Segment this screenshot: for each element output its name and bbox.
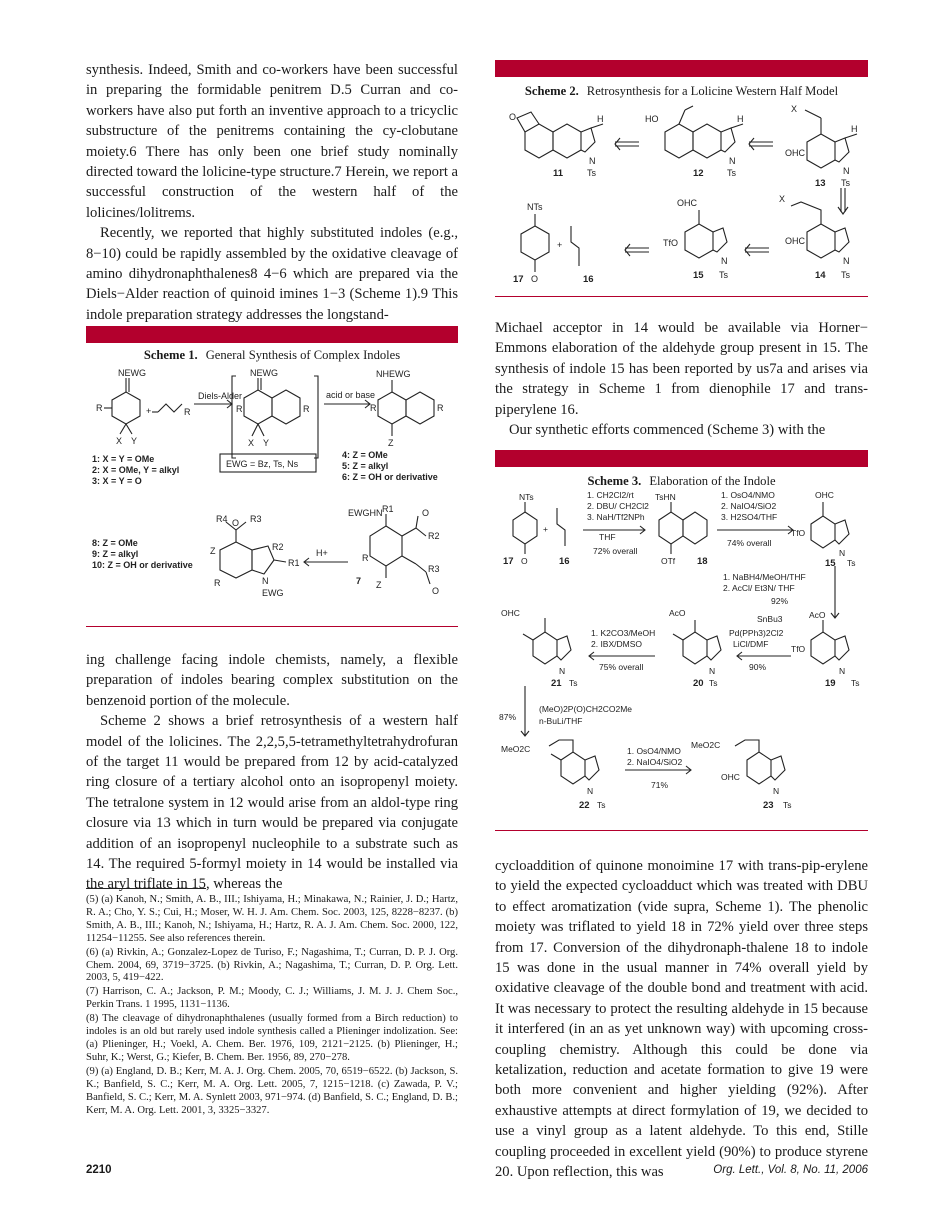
reagent-line: 2. NaIO4/SiO2 — [627, 757, 683, 767]
atom-label: TfO — [791, 644, 806, 654]
atom-label: R2 — [272, 542, 284, 552]
atom-label: Ts — [727, 168, 736, 178]
scheme1-caption — [86, 348, 458, 363]
footnote-rule — [86, 888, 206, 889]
compound-list-item: 6: Z = OH or derivative — [342, 472, 438, 482]
atom-label: Ts — [851, 678, 860, 688]
paragraph: synthesis. Indeed, Smith and co-workers have been successful in preparing the formidable penitrem D.5 Curran and co-workers have also put forth an inventive approach to a tricyclic substructure of the penitrems containing the cy-clobutane moiety.6 There has only been one brief study nominally directed toward the lolicine-type structure.7 Herein, we report a successful construction of the western half of the lolicines/lolitrems. — [86, 62, 458, 221]
journal-citation: Org. Lett., Vol. 8, No. 11, 2006 — [713, 1164, 868, 1176]
atom-label: OHC — [785, 236, 805, 246]
atom-label: R — [303, 404, 310, 414]
atom-label: N — [262, 576, 269, 586]
atom-label: R3 — [250, 514, 262, 524]
scheme3-title: Elaboration of the Indole — [649, 474, 776, 488]
compound-list-item: 10: Z = OH or derivative — [92, 560, 193, 570]
scheme1-figure — [86, 366, 458, 616]
compound-number: 12 — [693, 168, 704, 179]
paragraph: cycloaddition of quinone monoimine 17 with trans-pip-erylene to yield the expected cycloadduct which was treated with DBU to effect aromatization (vide supra, Scheme 1). The phenolic moiety was triflated to yield 18 in 72% yield over three steps from 17. Conversion of the dihydronaph-thalene 18 to indole 15 was done in the usual manner in 74% overall yield by oxidative cleavage of the double bond and treatment with acid. It was necessary to protect the resulting aldehyde in 15 because it interfered (in an as yet unknown way) with upcoming cross-coupling chemistry. Although this could be done via ketalization, reduction and acetate formation to give 19 were both more convenient and higher yielding (92%). After exhaustive attempts at direct formylation of 19, we decided to use a vinyl group as a latent aldehyde. To this end, Stille coupling proceeded in excellent yield (90%) to produce styrene 20. Upon reflection, this was — [495, 858, 868, 1181]
compound-number: 22 — [579, 800, 590, 811]
left-bottom-text — [86, 650, 458, 895]
atom-label: N — [559, 666, 566, 676]
atom-label: TfO — [791, 528, 806, 538]
atom-label: Z — [388, 438, 394, 448]
atom-label: AcO — [669, 608, 686, 618]
atom-label: N — [843, 166, 850, 176]
atom-label: R — [362, 553, 369, 563]
reagent-line: n-BuLi/THF — [539, 716, 583, 726]
paragraph: Scheme 2 shows a brief retrosynthesis of a western half model of the lolicines. The 2,2,5,5-tetramethyltetrahydrofuran of the target 11 would be prepared from 12 by acid-catalyzed ring closure of a tertiary alcohol onto an isopropenyl moiety. The tetralone system in 12 would arise from an aldol-type ring closure via 13 which in turn would be prepared via conjugate addition of an isopropenyl nucleophile to a substrate such as 14. The required 5-formyl moiety in 14 would be installed via the aryl triflate in 15, whereas the — [86, 713, 458, 893]
atom-label: Z — [210, 546, 216, 556]
atom-label: H — [597, 114, 604, 124]
atom-label: X — [116, 436, 123, 446]
page-number: 2210 — [86, 1164, 112, 1176]
reagent-line: 2. NaIO4/SiO2 — [721, 501, 777, 511]
reagent-line: 1. CH2Cl2/rt — [587, 490, 634, 500]
atom-label: Ts — [847, 558, 856, 568]
atom-label: OHC — [815, 490, 834, 500]
scheme3-bottom-rule — [495, 830, 868, 831]
compound-number: 15 — [825, 558, 836, 569]
compound-number: 17 — [503, 556, 514, 567]
plus-sign: + — [543, 524, 548, 534]
reagent-line: Pd(PPh3)2Cl2 — [729, 628, 784, 638]
reagent-line: 1. K2CO3/MeOH — [591, 628, 656, 638]
atom-label: X — [779, 194, 786, 204]
reagent-line: 3. NaH/Tf2NPh — [587, 512, 645, 522]
compound-list-item: 8: Z = OMe — [92, 538, 138, 548]
atom-label: MeO2C — [691, 740, 721, 750]
compound-number: 13 — [815, 178, 826, 189]
atom-label: N — [587, 786, 594, 796]
scheme1-bottom-rule — [86, 626, 458, 627]
compound-number: 7 — [356, 576, 362, 586]
atom-label: N — [709, 666, 716, 676]
compound-number: 21 — [551, 678, 562, 689]
compound-list-item: 3: X = Y = O — [92, 476, 142, 486]
reagent-line: 2. DBU/ CH2Cl2 — [587, 501, 649, 511]
scheme1-title: General Synthesis of Complex Indoles — [205, 348, 401, 362]
arrow-label: H+ — [316, 548, 328, 558]
scheme2-caption — [495, 84, 868, 99]
compound-list-item: 2: X = OMe, Y = alkyl — [92, 465, 180, 475]
yield-label: 90% — [749, 662, 767, 672]
atom-label: N — [729, 156, 736, 166]
reagent-line: 1. OsO4/NMO — [627, 746, 681, 756]
atom-label: NEWG — [118, 368, 146, 378]
atom-label: Ts — [841, 270, 850, 280]
atom-label: NTs — [527, 202, 543, 212]
atom-label: Ts — [569, 678, 578, 688]
atom-label: R3 — [428, 564, 440, 574]
atom-label: OTf — [661, 556, 676, 566]
atom-label: NTs — [519, 492, 534, 502]
yield-label: 72% overall — [593, 546, 638, 556]
atom-label: AcO — [809, 610, 826, 620]
paragraph: Recently, we reported that highly substituted indoles (e.g., 8−10) could be rapidly assembled by the oxidative cleavage of amino dihydronaphthalenes8 4−6 which are prepared via the Diels−Alder reaction of quinoid imines 1−3 (Scheme 1).9 This indole preparation strategy addresses the longstand- — [86, 225, 458, 323]
reagent-line: SnBu3 — [757, 614, 783, 624]
compound-number: 14 — [815, 270, 826, 281]
atom-label: MeO2C — [501, 744, 531, 754]
compound-number: 18 — [697, 556, 708, 567]
compound-list-item: 1: X = Y = OMe — [92, 454, 155, 464]
atom-label: R — [370, 403, 377, 413]
compound-number: 19 — [825, 678, 836, 689]
atom-label: TsHN — [655, 492, 676, 502]
compound-number: 16 — [559, 556, 570, 567]
reagent-line: 1. OsO4/NMO — [721, 490, 775, 500]
left-top-text — [86, 60, 458, 325]
compound-number: 23 — [763, 800, 774, 811]
atom-label: O — [422, 508, 430, 518]
atom-label: R — [437, 403, 444, 413]
atom-label: N — [589, 156, 596, 166]
atom-label: N — [839, 666, 846, 676]
paragraph: Our synthetic efforts commenced (Scheme 3) with the — [509, 422, 826, 439]
atom-label: H — [851, 124, 858, 134]
atom-label: Ts — [597, 800, 606, 810]
atom-label: Y — [131, 436, 138, 446]
atom-label: EWG — [262, 588, 284, 598]
diene — [158, 404, 182, 412]
atom-label: R1 — [382, 504, 394, 514]
reagent-line: THF — [599, 532, 616, 542]
reagent-line: (MeO)2P(O)CH2CO2Me — [539, 704, 633, 714]
atom-label: R — [96, 403, 103, 413]
atom-label: R — [214, 578, 221, 588]
right-bottom-text — [495, 856, 868, 1183]
arrow-label: Diels-Alder — [198, 391, 243, 401]
quinoid-ring — [112, 392, 140, 424]
compound-number: 11 — [553, 168, 564, 179]
atom-label: EWGHN — [348, 508, 383, 518]
reagent-line: 3. H2SO4/THF — [721, 512, 778, 522]
yield-label: 71% — [651, 780, 669, 790]
atom-label: O — [521, 556, 528, 566]
plus-sign: + — [557, 240, 563, 250]
atom-label: HO — [645, 114, 659, 124]
atom-label: R2 — [428, 531, 440, 541]
atom-label: Ts — [783, 800, 792, 810]
atom-label: Z — [376, 580, 382, 590]
atom-label: TfO — [663, 238, 678, 248]
atom-label: Ts — [841, 178, 850, 188]
atom-label: OHC — [721, 772, 740, 782]
footnote: (9) (a) England, D. B.; Kerr, M. A. J. Org. Chem. 2005, 70, 6519−6522. (b) Jackson, S. K.; Banfield, S. C.; Kerr, M. A. Org. Lett. 2005, 7, 1215−1218. (c) Zawada, P. V.; Banfield, S. C.; Kerr, M. A. Synlett 2003, 971−974. (d) Banfield, S. C.; England, D. B.; Kerr, M. A. Org. Lett. 2001, 3, 3325−3327. — [86, 1065, 458, 1116]
scheme3-figure — [495, 490, 868, 826]
atom-label: N — [839, 548, 846, 558]
atom-label: R — [236, 404, 243, 414]
footnote: (6) (a) Rivkin, A.; Gonzalez-Lopez de Turiso, F.; Nagashima, T.; Curran, D. P. J. Org. Chem. 2004, 69, 3719−3725. (b) Rivkin, A.; Nagashima, T.; Curran, D. P. Org. Lett. 2003, 5, 419−422. — [86, 946, 458, 984]
atom-label: H — [737, 114, 744, 124]
compound-number: 15 — [693, 270, 704, 281]
yield-label: 87% — [499, 712, 517, 722]
reagent-line: LiCl/DMF — [733, 639, 769, 649]
compound-list-item: 4: Z = OMe — [342, 450, 388, 460]
arrow-label: acid or base — [326, 390, 376, 400]
atom-label: NHEWG — [376, 369, 411, 379]
atom-label: Ts — [719, 270, 728, 280]
paragraph: Michael acceptor in 14 would be available via Horner− Emmons elaboration of the aldehyde group present in 15. The synthesis of indole 15 has been reported by us7a and arises via the strategy in Scheme 1 from dienophile 17 and trans-piperylene 16. — [495, 320, 868, 418]
scheme1-label: Scheme 1. — [143, 348, 198, 362]
atom-label: Y — [263, 438, 270, 448]
atom-label: R1 — [288, 558, 300, 568]
atom-label: R — [184, 407, 191, 417]
atom-label: NEWG — [250, 368, 278, 378]
yield-label: 92% — [771, 596, 789, 606]
footnote: (5) (a) Kanoh, N.; Smith, A. B., III.; Ishiyama, H.; Minakawa, N.; Rainier, J. D.; Hartz, R. A.; Cho, Y. S.; Cui, H.; Moser, W. H. J. Am. Chem. Soc. 2003, 125, 8228−8237. (b) Smith, A. B., III.; Kanoh, N.; Ishiyama, H.; Hartz, R. A. J. Am. Chem. Soc. 2000, 122, 11254−11255. See also references therein. — [86, 894, 458, 944]
compound-list-item: 5: Z = alkyl — [342, 461, 389, 471]
atom-label: N — [773, 786, 780, 796]
paragraph: ing challenge facing indole chemists, namely, a flexible preparation of indoles bearing complex substitution on the benzenoid portion of the molecule. — [86, 652, 458, 709]
scheme2-figure — [495, 102, 868, 292]
atom-label: OHC — [501, 608, 520, 618]
atom-label: OHC — [785, 148, 805, 158]
atom-label: O — [509, 112, 517, 122]
yield-label: 75% overall — [599, 662, 644, 672]
scheme2-bottom-rule — [495, 296, 868, 297]
atom-label: O — [232, 518, 240, 528]
ewg-definition: EWG = Bz, Ts, Ns — [226, 459, 299, 469]
footnote: (8) The cleavage of dihydronaphthalenes (usually formed from a Birch reduction) to indoles is an old but rarely used indole synthesis called a Plieninger indolization. See: (a) Plieninger, H.; Voekl, A. Chem. Ber. 1976, 109, 2121−2125. (b) Plieninger, H.; Suhr, K.; Werst, G.; Kiefer, B. Chem. Ber. 1956, 89, 270−278. — [86, 1013, 458, 1063]
compound-number: 17 — [513, 274, 524, 285]
plus-sign: + — [146, 406, 152, 416]
scheme3-label: Scheme 3. — [587, 474, 642, 488]
atom-label: O — [432, 586, 440, 596]
atom-label: N — [721, 256, 728, 266]
reagent-line: 2. AcCl/ Et3N/ THF — [723, 583, 795, 593]
atom-label: OHC — [677, 198, 697, 208]
footnotes — [86, 888, 458, 1117]
atom-label: Ts — [709, 678, 718, 688]
reagent-line: 2. IBX/DMSO — [591, 639, 643, 649]
scheme2-header-bar — [495, 60, 868, 77]
atom-label: R4 — [216, 514, 228, 524]
scheme2-label: Scheme 2. — [524, 84, 579, 98]
atom-label: N — [843, 256, 850, 266]
compound-number: 16 — [583, 274, 594, 285]
atom-label: X — [248, 438, 255, 448]
atom-label: X — [791, 104, 798, 114]
scheme1-header-bar — [86, 326, 458, 343]
reagent-line: 1. NaBH4/MeOH/THF — [723, 572, 806, 582]
compound-list-item: 9: Z = alkyl — [92, 549, 139, 559]
footnote: (7) Harrison, C. A.; Jackson, P. M.; Moody, C. J.; Williams, J. M. J. J. Chem Soc., Perkin Trans. 1 1995, 1131−1136. — [86, 986, 458, 1011]
yield-label: 74% overall — [727, 538, 772, 548]
atom-label: Ts — [587, 168, 596, 178]
right-top-text — [495, 318, 868, 440]
atom-label: O — [531, 274, 539, 284]
scheme2-title: Retrosynthesis for a Lolicine Western Half Model — [586, 84, 839, 98]
scheme3-header-bar — [495, 450, 868, 467]
compound-number: 20 — [693, 678, 704, 689]
scheme3-caption — [495, 474, 868, 489]
